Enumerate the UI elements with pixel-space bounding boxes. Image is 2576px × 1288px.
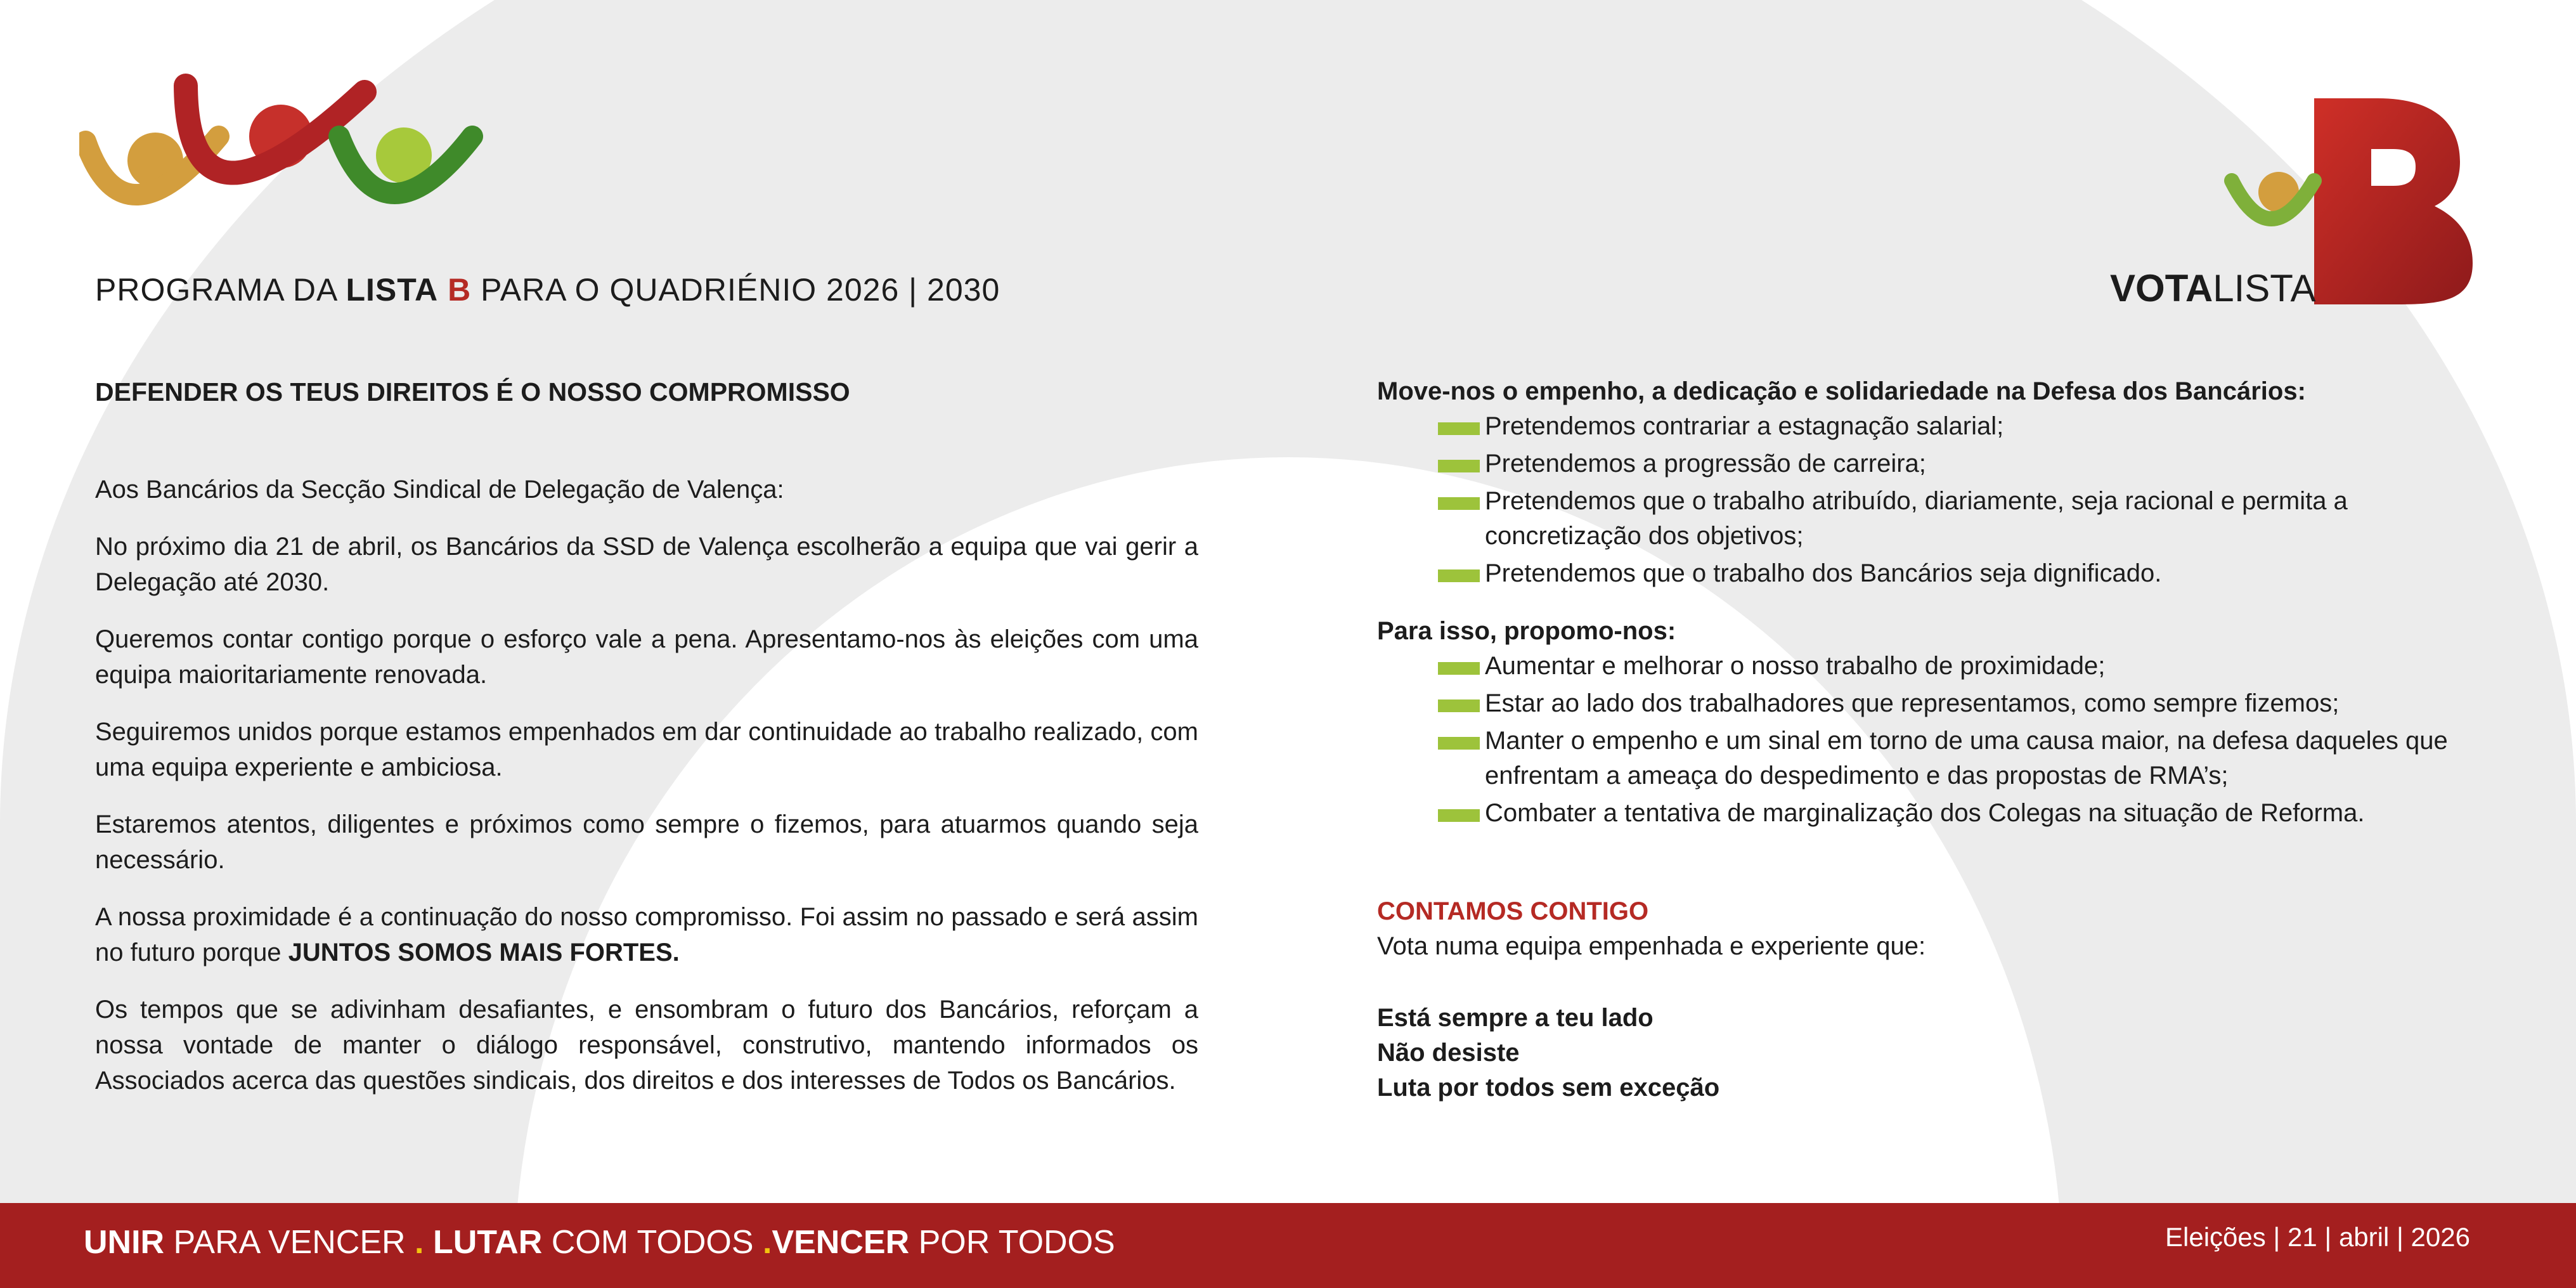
list-item: Aumentar e melhorar o nosso trabalho de proximidade; <box>1377 649 2506 684</box>
list-item: Pretendemos que o trabalho atribuído, diariamente, seja racional e permita a concretização dos objetivos; <box>1377 484 2506 554</box>
list-item: Manter o empenho e um sinal em torno de uma causa maior, na defesa daqueles que enfrentam a ameaça do despedimento e das propostas de RMA’s; <box>1377 724 2506 793</box>
footer-slogan: UNIR PARA VENCER . LUTAR COM TODOS .VENCER POR TODOS <box>84 1224 1115 1261</box>
commitment-line: Não desiste <box>1377 1039 1520 1067</box>
section-heading: DEFENDER OS TEUS DIREITOS É O NOSSO COMPROMISSO <box>95 377 850 407</box>
election-date: Eleições | 21 | abril | 2026 <box>2165 1222 2470 1252</box>
list-item: Combater a tentativa de marginalização dos Colegas na situação de Reforma. <box>1377 796 2506 831</box>
bullet-bar-icon <box>1438 737 1480 750</box>
contamos-title: CONTAMOS CONTIGO <box>1377 897 1649 925</box>
list-item: Pretendemos contrariar a estagnação salarial; <box>1377 409 2506 444</box>
paragraph: Seguiremos unidos porque estamos empenhados em dar continuidade ao trabalho realizado, com uma equipa experiente e ambiciosa. <box>95 718 1198 781</box>
bullet-bar-icon <box>1438 699 1480 712</box>
section-title: Move-nos o empenho, a dedicação e solidariedade na Defesa dos Bancários: <box>1377 377 2306 405</box>
list-item: Estar ao lado dos trabalhadores que representamos, como sempre fizemos; <box>1377 686 2506 721</box>
list-item: Pretendemos que o trabalho dos Bancários seja dignificado. <box>1377 556 2506 591</box>
paragraph: No próximo dia 21 de abril, os Bancários da SSD de Valença escolherão a equipa que vai gerir a Delegação até 2030. <box>95 533 1198 596</box>
commitment-line: Luta por todos sem exceção <box>1377 1074 1720 1102</box>
paragraph: Estaremos atentos, diligentes e próximos como sempre o fizemos, para atuarmos quando seja necessário. <box>95 810 1198 874</box>
list-item: Pretendemos a progressão de carreira; <box>1377 446 2506 481</box>
vote-line: Vota numa equipa empenhada e experiente que: <box>1377 932 1926 960</box>
bullet-list <box>1377 649 2506 831</box>
right-column <box>1377 374 2506 1105</box>
bullet-bar-icon <box>1438 662 1480 675</box>
commitment-line: Está sempre a teu lado <box>1377 1004 1654 1032</box>
bullet-bar-icon <box>1438 569 1480 582</box>
page-title: PROGRAMA DA LISTA B PARA O QUADRIÉNIO 2026 | 2030 <box>95 272 1000 308</box>
bullet-bar-icon <box>1438 809 1480 822</box>
paragraph: Aos Bancários da Secção Sindical de Delegação de Valença: <box>95 476 784 504</box>
bullet-list <box>1377 409 2506 591</box>
bullet-bar-icon <box>1438 460 1480 472</box>
paragraph: Os tempos que se adivinham desafiantes, e ensombram o futuro dos Bancários, reforçam a nossa vontade de manter o diálogo responsável, construtivo, mantendo informados os Associados acerca das questões sindicais, dos direitos e dos interesses de Todos os Bancários. <box>95 996 1198 1095</box>
vota-lista-label: VOTALISTA <box>2110 267 2316 309</box>
paragraph: A nossa proximidade é a continuação do nosso compromisso. Foi assim no passado e será assim no futuro porque JUNTOS SOMOS MAIS FORTES. <box>95 903 1198 966</box>
paragraph: Queremos contar contigo porque o esforço vale a pena. Apresentamo-nos às eleições com uma equipa maioritariamente renovada. <box>95 625 1198 689</box>
left-column <box>95 374 1198 1120</box>
footer-bar <box>0 1203 2576 1288</box>
bullet-bar-icon <box>1438 497 1480 510</box>
bullet-bar-icon <box>1438 422 1480 435</box>
people-arcs-logo <box>79 67 485 231</box>
section-title: Para isso, propomo-nos: <box>1377 617 1676 645</box>
